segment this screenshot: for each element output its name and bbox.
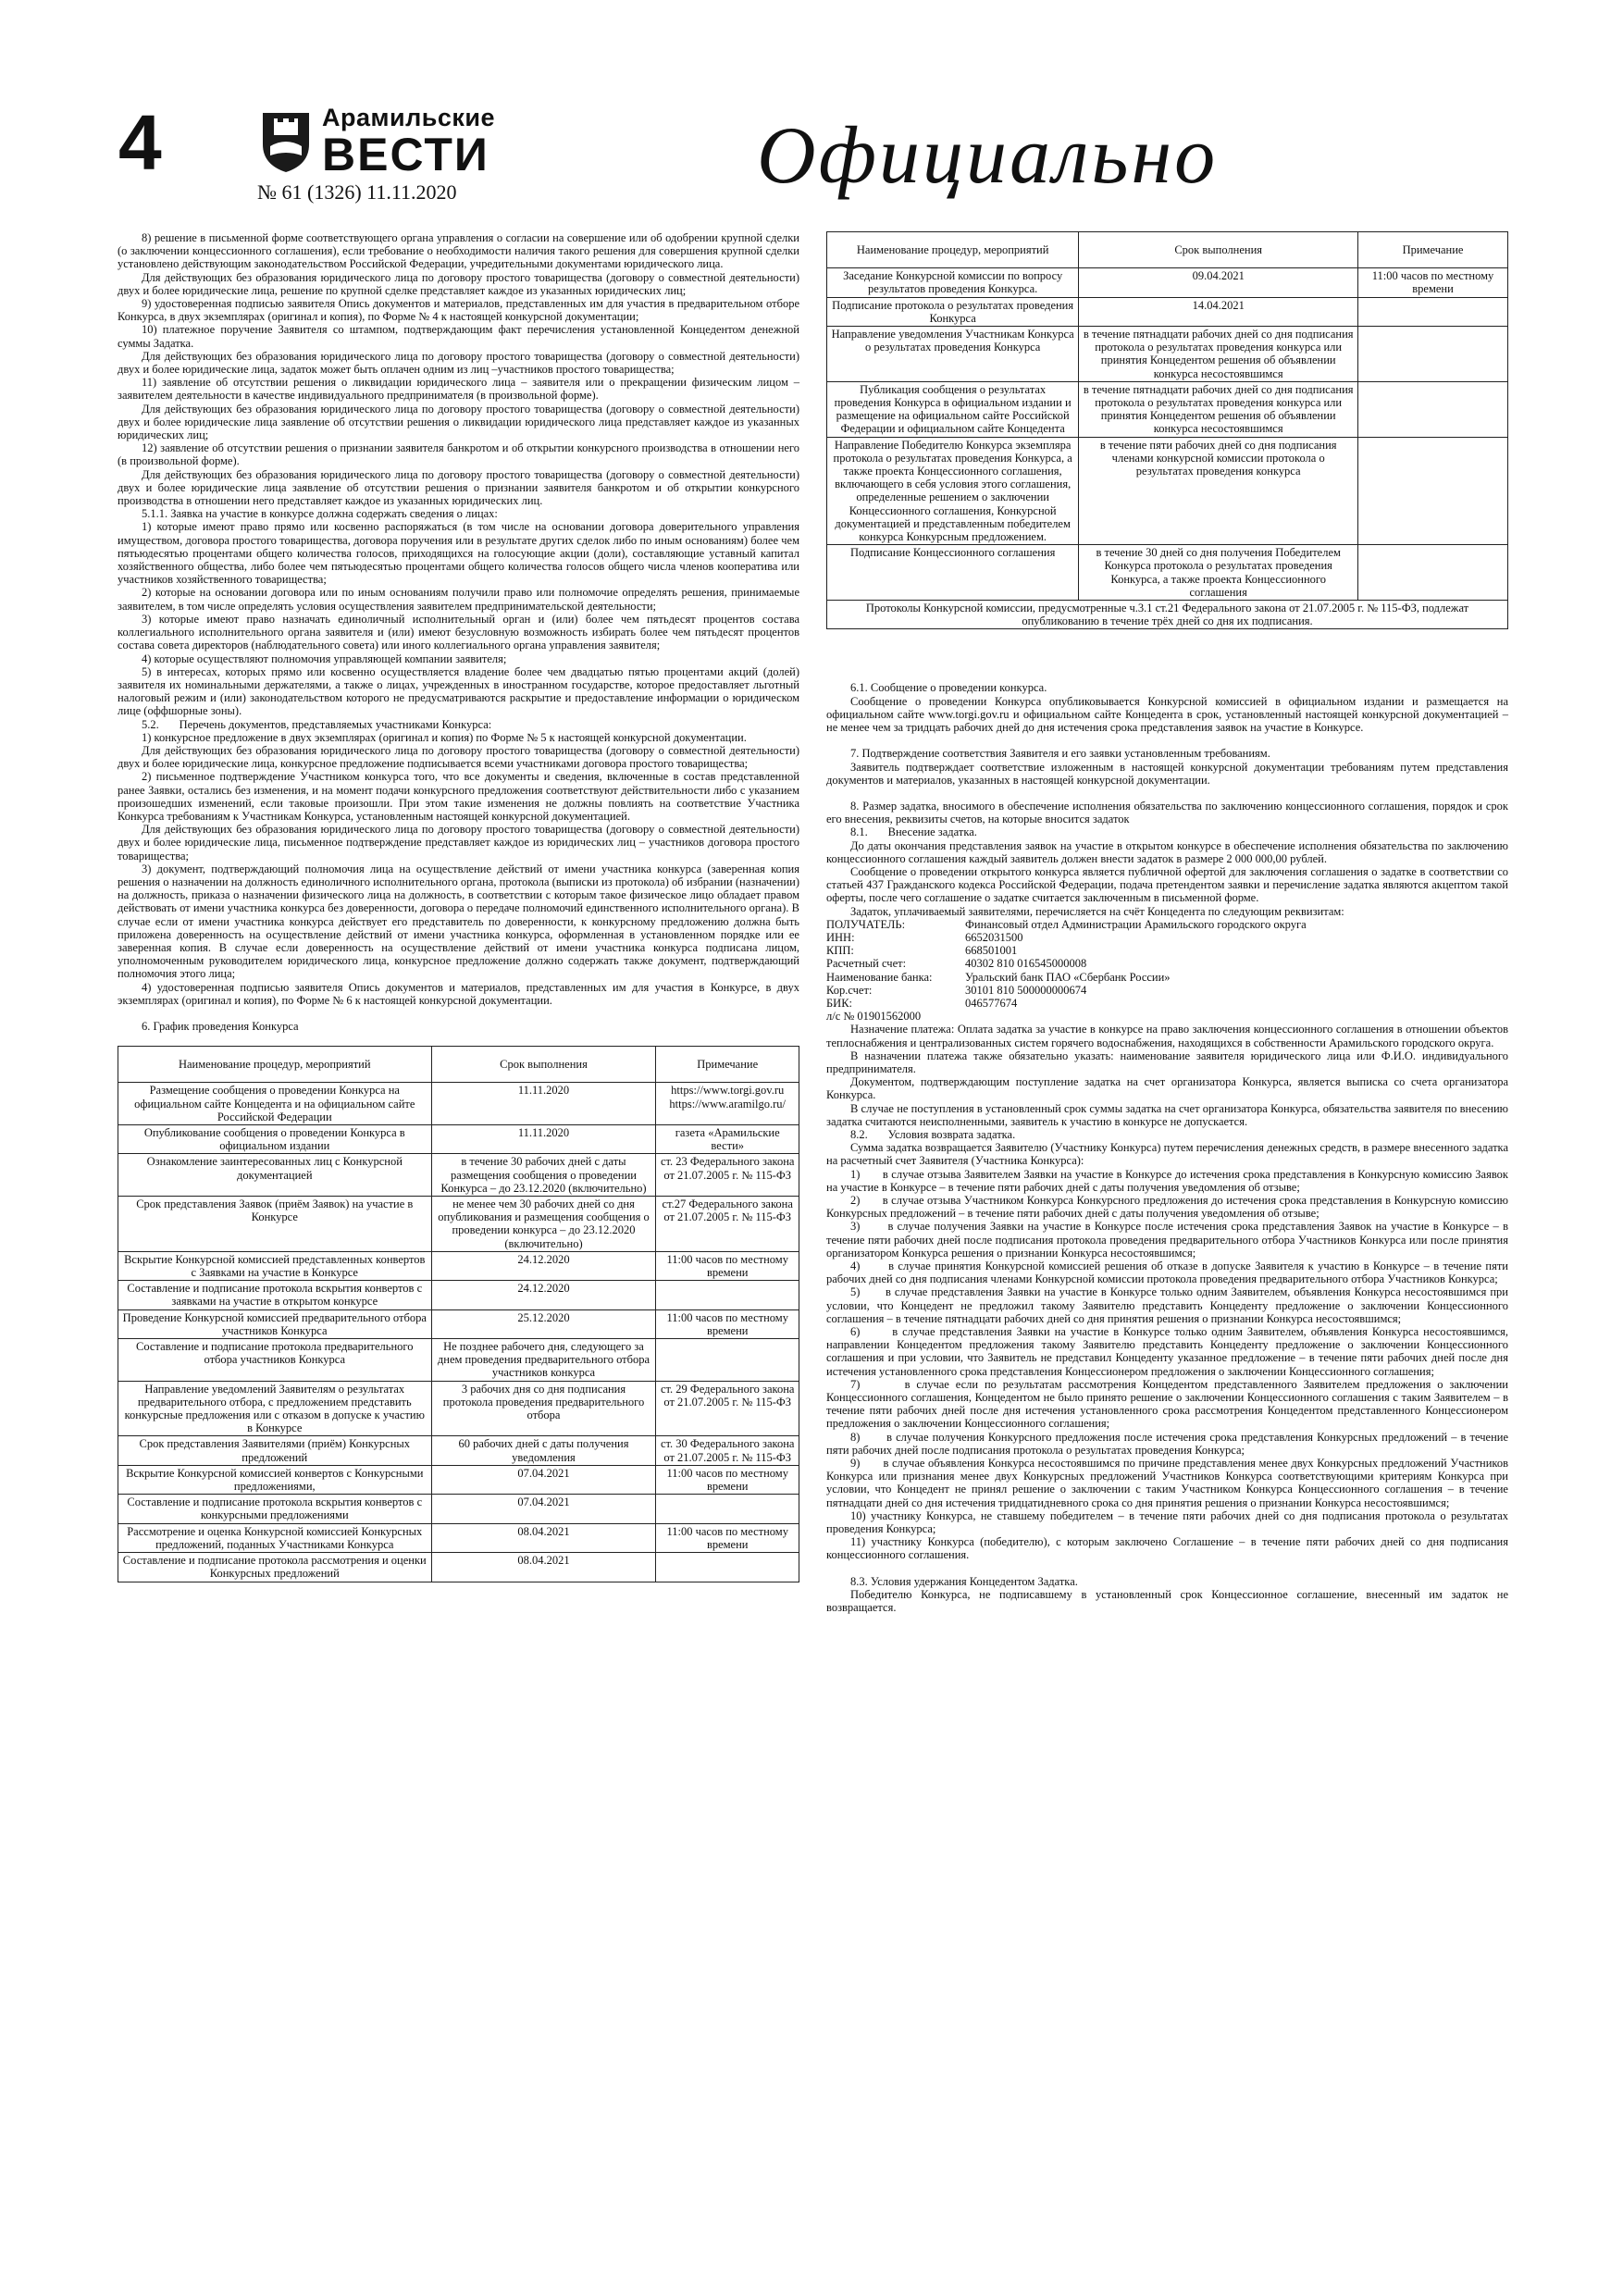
table-row: [118, 1436, 799, 1465]
table-header-row: [827, 232, 1508, 268]
subsection-heading: 8.1. Внесение задатка.: [850, 825, 977, 839]
paragraph: Для действующих без образования юридического лица по договору простого товарищества (договору о совместной деятельности) двух и более юридические лица, письменное подтверждение представляет каждое из юридических лиц – участников договора простого товарищества;: [118, 823, 799, 863]
paragraph: 12) заявление об отсутствии решения о признании заявителя банкротом и об открытии конкурсного производства в отношении него (в произвольной форме).: [118, 441, 799, 468]
table-cell: 11:00 часов по местному времени: [656, 1251, 799, 1280]
paragraph: 5.2. Перечень документов, представляемых участниками Конкурса:: [142, 717, 492, 731]
table-cell: ст. 29 Федерального закона от 21.07.2005 г. № 115-ФЗ: [656, 1381, 799, 1436]
paragraph: 3) в случае получения Заявки на участие в Конкурсе после истечения срока представления Заявок на участие в Конкурсе – в течение пяти рабочих дней после подписания протокола проведения предварительного отбора Участников Конкурса или после принятия организатором Конкурса решения о признании Конкурса несостоявшимся;: [826, 1220, 1508, 1260]
table-row: [118, 1083, 799, 1125]
paragraph: Для действующих без образования юридического лица по договору простого товарищества (договору о совместной деятельности) двух и более юридические лица заявление об отсутствии решения о ликвидации юридического лица представляет каждое из указанных юридических лиц;: [118, 402, 799, 442]
table-cell: Составление и подписание протокола вскрытия конвертов с конкурсными предложениями: [118, 1495, 432, 1523]
requisite-value: 30101 810 500000000674: [965, 983, 1087, 997]
requisite-key: ИНН:: [826, 930, 855, 944]
paragraph: Назначение платежа: Оплата задатка за участие в конкурсе на право заключения концессионного соглашения в отношении объектов теплоснабжения и централизованных систем горячего водоснабжения, находящихся в собственности Арамильского городского округа.: [826, 1023, 1508, 1049]
section-heading: 7. Подтверждение соответствия Заявителя и его заявки установленным требованиям.: [850, 747, 1270, 761]
page-number: 4: [118, 99, 162, 186]
schedule-title: 6. График проведения Конкурса: [142, 1019, 299, 1033]
table-cell: Вскрытие Конкурсной комиссией представленных конвертов с Заявками на участие в Конкурсе: [118, 1251, 432, 1280]
table-cell: 08.04.2021: [431, 1553, 656, 1582]
requisite-value: Уральский банк ПАО «Сбербанк России»: [965, 970, 1171, 984]
requisite-key: ПОЛУЧАТЕЛЬ:: [826, 917, 906, 931]
table-cell: 24.12.2020: [431, 1281, 656, 1309]
table-cell: Ознакомление заинтересованных лиц с Конкурсной документацией: [118, 1154, 432, 1197]
table-row: [118, 1381, 799, 1436]
brand-name-bottom: ВЕСТИ: [322, 129, 489, 180]
paragraph: Для действующих без образования юридического лица по договору простого товарищества (договору о совместной деятельности) двух и более юридические лица, решение по крупной сделке представляет каждое из указанных юридических лиц;: [118, 270, 799, 297]
paragraph: 1) в случае отзыва Заявителем Заявки на участие в Конкурсе до истечения срока представления в Конкурсную комиссию Заявок на участие в Конкурсе – в течение пяти рабочих дней с даты получения уведомления об отзыве;: [826, 1167, 1508, 1194]
requisite-row: [826, 971, 1508, 984]
paragraph: Сообщение о проведении открытого конкурса является публичной офертой для заключения соглашения о задатке в соответствии со статьей 437 Гражданского кодекса Российской Федерации, подача претендентом заявки и перечисление задатка являются акцептом такой оферты, после чего соглашение о задатке считается заключенным в письменной форме.: [826, 864, 1508, 905]
table-header-row: [118, 1047, 799, 1083]
table-row: [118, 1339, 799, 1382]
table-row: [827, 381, 1508, 437]
table-cell: 09.04.2021: [1079, 268, 1358, 297]
table-cell: Размещение сообщения о проведении Конкурса на официальном сайте Концедента и на официальном сайте Российской Федерации: [118, 1083, 432, 1125]
paragraph: 3) которые имеют право назначать единоличный исполнительный орган и (или) более чем пятьдесят процентов состава коллегиального исполнительного органа заявителя и (или) имеют безусловную возможность избирать более чем пятьдесят процентов состава совета директоров (наблюдательного совета) или иного коллегиального органа управления заявителя;: [118, 612, 799, 652]
table-row: [118, 1465, 799, 1494]
paragraph: 1) которые имеют право прямо или косвенно распоряжаться (в том числе на основании договора доверительного управления имуществом, договора простого товарищества, договора поручения или в результате других сделок либо по иным основаниям) более чем пятьюдесятью процентами общего количества голосов, приходящихся на голосующие акции (доли), составляющие уставный капитал хозяйственного общества, либо более чем пятьюдесятью процентами общего количества голосов общего числа членов кооператива или участников хозяйственного товарищества;: [118, 520, 799, 587]
table-cell: ст.27 Федерального закона от 21.07.2005 г. № 115-ФЗ: [656, 1197, 799, 1252]
paragraph: 4) которые осуществляют полномочия управляющей компании заявителя;: [142, 652, 507, 665]
requisite-key: БИК:: [826, 996, 853, 1010]
table-cell: [1358, 381, 1508, 437]
table-cell: газета «Арамильские вести»: [656, 1125, 799, 1154]
paragraph: 5.1.1. Заявка на участие в конкурсе должна содержать сведения о лицах:: [142, 507, 498, 521]
table-cell: [656, 1553, 799, 1582]
table-row: [118, 1281, 799, 1309]
requisite-row: [826, 997, 1508, 1010]
table-row: [118, 1154, 799, 1197]
table-cell: Рассмотрение и оценка Конкурсной комиссией Конкурсных предложений, поданных Участниками Конкурса: [118, 1523, 432, 1552]
column-header: Срок выполнения: [431, 1047, 656, 1083]
table-cell: Опубликование сообщения о проведении Конкурса в официальном издании: [118, 1125, 432, 1154]
paragraph: В назначении платежа также обязательно указать: наименование заявителя юридического лица или Ф.И.О. индивидуального предпринимателя.: [826, 1049, 1508, 1075]
requisite-value: 046577674: [965, 996, 1018, 1010]
table-cell: Не позднее рабочего дня, следующего за днем проведения предварительного отбора участников конкурса: [431, 1339, 656, 1382]
table-cell: Срок представления Заявителями (приём) Конкурсных предложений: [118, 1436, 432, 1465]
table-footer: Протоколы Конкурсной комиссии, предусмотренные ч.3.1 ст.21 Федерального закона от 21.07.2005 г. № 115-ФЗ, подлежат опубликованию в течение трёх дней со дня их подписания.: [827, 601, 1508, 629]
table-cell: Направление Победителю Конкурса экземпляра протокола о результатах проведения Конкурса, а также проекта Концессионного соглашения, включающего в себя условия этого соглашения, определенные решением о заключении Концессионного соглашения, Конкурсной документацией и представленным победителем конкурса Конкурсным предложением.: [827, 437, 1079, 545]
table-cell: 07.04.2021: [431, 1495, 656, 1523]
table-cell: 24.12.2020: [431, 1251, 656, 1280]
table-cell: в течение 30 рабочих дней с даты размещения сообщения о проведении Конкурса – до 23.12.2020 (включительно): [431, 1154, 656, 1197]
paragraph: Сообщение о проведении Конкурса опубликовывается Конкурсной комиссией в официальном издании и размещается на официальном сайте www.torgi.gov.ru и официальном сайте Концедента в срок, установленный настоящей конкурсной документацией – не менее чем за тридцать рабочих дней до дня истечения срока представления заявок на участие в Конкурсе.: [826, 694, 1508, 735]
table-cell: [656, 1281, 799, 1309]
paragraph: Для действующих без образования юридического лица по договору простого товарищества (договору о совместной деятельности) двух и более юридические лица, задаток может быть оплачен одним из лиц –участников простого товарищества;: [118, 349, 799, 377]
paragraph: 4) в случае принятия Конкурсной комиссией решения об отказе в допуске Заявителя к участию в Конкурсе – в течение пяти рабочих дней со дня подписания членами Конкурсной комиссии протокола проведения предварительного отбора Участников Конкурса;: [826, 1260, 1508, 1286]
paragraph: 11) заявление об отсутствии решения о ликвидации юридического лица – заявителя или о прекращении физическим лицом – заявителем деятельности в качестве индивидуального предпринимателя (в произвольной форме).: [118, 376, 799, 403]
paragraph: Задаток, уплачиваемый заявителями, перечисляется на счёт Концедента по следующим реквизитам:: [850, 904, 1344, 918]
table-cell: [1358, 297, 1508, 326]
table-row: [118, 1309, 799, 1338]
requisite-row: [826, 931, 1508, 944]
requisite-value: Финансовый отдел Администрации Арамильского городского округа: [965, 917, 1307, 931]
requisite-key: Наименование банка:: [826, 970, 933, 984]
paragraph: 2) которые на основании договора или по иным основаниям получили право или полномочие определять решения, принимаемые заявителем, в том числе определять условия осуществления заявителем предпринимательской деятельности;: [118, 586, 799, 613]
paragraph: Сумма задатка возвращается Заявителю (Участнику Конкурса) путем перечисления денежных средств, в размере внесенного задатка на расчетный счет Заявителя (Участника Конкурса):: [826, 1141, 1508, 1168]
schedule-table-continued: [826, 231, 1508, 629]
table-cell: Публикация сообщения о результатах проведения Конкурса в официальном издании и размещение на официальном сайте Российской Федерации и официальном сайте Концедента: [827, 381, 1079, 437]
table-row: [118, 1523, 799, 1552]
table-cell: [1358, 327, 1508, 382]
paragraph: 8) в случае получения Конкурсного предложения после истечения срока представления Конкурсных предложений – в течение пяти рабочих дней после подписания протокола о результатах проведения Конкурса;: [826, 1430, 1508, 1457]
paragraph: 5) в случае представления Заявки на участие в Конкурсе только одним Заявителем, объявления Конкурса несостоявшимся при условии, что Концедент не предложил такому Заявителю представить Концеденту предложение о заключении Концессионного соглашения – в течение пятнадцати рабочих дней со дня принятия решения о признании Конкурса несостоявшимся;: [826, 1285, 1508, 1325]
issue-line: № 61 (1326) 11.11.2020: [257, 180, 457, 204]
table-cell: 11.11.2020: [431, 1083, 656, 1125]
table-cell: в течение пятнадцати рабочих дней со дня подписания протокола о результатах проведения конкурса или принятия Концедентом решения об объявлении конкурса несостоявшимся: [1079, 327, 1358, 382]
paragraph: Для действующих без образования юридического лица по договору простого товарищества (договору о совместной деятельности) двух и более юридические лица заявление об отсутствии решения о признании заявителя банкротом и об открытии конкурсного производства в отношении него представляет каждое из указанных юридических лиц.: [118, 467, 799, 508]
table-row: [118, 1197, 799, 1252]
paragraph: 7) в случае если по результатам рассмотрения Концедентом представленного Заявителем предложения о заключении Концессионного соглашения, Концедентом не было принято решение о заключении Концессионного соглашения с таким Заявителем – в течение пяти рабочих дней после дня истечения установленного срока рассмотрения Концедентом представленного Концессионером предложения о заключении Концессионного соглашения;: [826, 1377, 1508, 1431]
account-number: л/с № 01901562000: [826, 1010, 922, 1024]
table-cell: ст. 30 Федерального закона от 21.07.2005 г. № 115-ФЗ: [656, 1436, 799, 1465]
requisite-key: Расчетный счет:: [826, 957, 907, 971]
table-cell: Подписание Концессионного соглашения: [827, 545, 1079, 601]
table-row: [827, 327, 1508, 382]
table-cell: 07.04.2021: [431, 1465, 656, 1494]
table-cell: Подписание протокола о результатах проведения Конкурса: [827, 297, 1079, 326]
requisite-row: [826, 957, 1508, 970]
paragraph: Для действующих без образования юридического лица по договору простого товарищества (договору о совместной деятельности) двух и более юридические лица, конкурсное предложение подписывается всеми участниками договора простого товарищества;: [118, 743, 799, 771]
paragraph: До даты окончания представления заявок на участие в открытом конкурсе в обеспечение исполнения обязательства по заключению концессионного соглашения каждый заявитель должен внести задаток в размере 2 000 000,00 рублей.: [826, 838, 1508, 865]
table-cell: в течение 30 дней со дня получения Победителем Конкурса протокола о результатах проведения Конкурса, а также проекта Концессионного соглашения: [1079, 545, 1358, 601]
table-cell: 08.04.2021: [431, 1523, 656, 1552]
section-heading: 6.1. Сообщение о проведении конкурса.: [850, 681, 1047, 695]
table-cell: 25.12.2020: [431, 1309, 656, 1338]
table-cell: [1358, 545, 1508, 601]
paragraph: 8) решение в письменной форме соответствующего органа управления о согласии на совершение или об одобрении крупной сделки (о заключении концессионного соглашения), если требование о необходимости наличия такого решения для совершения крупной сделки установлено действующим законодательством Российской Федерации, учредительными документами юридического лица.: [118, 231, 799, 271]
table-row: [118, 1125, 799, 1154]
requisite-value: 40302 810 016545000008: [965, 957, 1087, 971]
section-heading: 8. Размер задатка, вносимого в обеспечение исполнения обязательства по заключению концессионного соглашения, порядок и срок его внесения, реквизиты счетов, на которые вносится задаток: [826, 799, 1508, 826]
paragraph: 8.2. Условия возврата задатка.: [850, 1127, 1016, 1141]
table-footer-row: [827, 601, 1508, 629]
table-cell: 11:00 часов по местному времени: [656, 1309, 799, 1338]
requisite-value: 668501001: [965, 944, 1018, 958]
left-column: [118, 231, 799, 1582]
paragraph: 1) конкурсное предложение в двух экземплярах (оригинал и копия) по Форме № 5 к настоящей конкурсной документации.: [142, 730, 747, 744]
table-cell: Составление и подписание протокола предварительного отбора участников Конкурса: [118, 1339, 432, 1382]
section-title: Официально: [757, 111, 1219, 201]
masthead: [257, 102, 507, 213]
schedule-table: [118, 1046, 799, 1582]
coat-of-arms-icon: [257, 109, 315, 174]
table-row: [827, 297, 1508, 326]
paragraph: 9) удостоверенная подписью заявителя Опись документов и материалов, представленных им для участия в предварительном отборе Конкурса, в двух экземплярах (оригинал и копия), по Форме № 4 к настоящей конкурсной документации;: [118, 297, 799, 324]
table-cell: Проведение Конкурсной комиссией предварительного отбора участников Конкурса: [118, 1309, 432, 1338]
paragraph: 10) платежное поручение Заявителя со штампом, подтверждающим факт перечисления установленной Концедентом денежной суммы Задатка.: [118, 323, 799, 350]
table-cell: Направление уведомлений Заявителям о результатах предварительного отбора, с предложением представить конкурсные предложения или с отказом в допуске к участию в Конкурсе: [118, 1381, 432, 1436]
table-cell: Заседание Конкурсной комиссии по вопросу результатов проведения Конкурса.: [827, 268, 1079, 297]
paragraph: 2) в случае отзыва Участником Конкурса Конкурсного предложения до истечения срока представления в Конкурсную комиссию Конкурсных предложений – в течение пяти рабочих дней с даты получения уведомления об отзыве;: [826, 1194, 1508, 1221]
table-row: [118, 1495, 799, 1523]
table-cell: [656, 1495, 799, 1523]
requisite-key: Кор.счет:: [826, 983, 873, 997]
table-cell: Срок представления Заявок (приём Заявок) на участие в Конкурсе: [118, 1197, 432, 1252]
column-header: Срок выполнения: [1079, 232, 1358, 268]
table-cell: 11:00 часов по местному времени: [1358, 268, 1508, 297]
table-row: [827, 437, 1508, 545]
column-header: Примечание: [656, 1047, 799, 1083]
table-cell: Направление уведомления Участникам Конкурса о результатах проведения Конкурса: [827, 327, 1079, 382]
table-row: [118, 1251, 799, 1280]
paragraph: 4) удостоверенная подписью заявителя Опись документов и материалов, представленных им для участия в Конкурсе, в двух экземплярах (оригинал и копия), по Форме № 6 к настоящей конкурсной документации.: [118, 980, 799, 1007]
column-header: Наименование процедур, мероприятий: [118, 1047, 432, 1083]
requisite-row: [826, 918, 1508, 931]
paragraph: В случае не поступления в установленный срок суммы задатка на счет организатора Конкурса, обязательства заявителя по внесению задатка считаются неисполненными, заявитель к участию в конкурсе не допускается.: [826, 1101, 1508, 1128]
table-cell: в течение пятнадцати рабочих дней со дня подписания протокола о результатах проведения конкурса или принятия Концедентом решения об объявлении конкурса несостоявшимся: [1079, 381, 1358, 437]
requisite-value: 6652031500: [965, 930, 1023, 944]
table-cell: 14.04.2021: [1079, 297, 1358, 326]
table-cell: Составление и подписание протокола рассмотрения и оценки Конкурсных предложений: [118, 1553, 432, 1582]
table-row: [827, 545, 1508, 601]
table-cell: в течение пяти рабочих дней со дня подписания членами конкурсной комиссии протокола о результатах проведения конкурса: [1079, 437, 1358, 545]
paragraph: 9) в случае объявления Конкурса несостоявшимся по причине представления менее двух Конкурсных предложений Участников Конкурса или признания менее двух Конкурсных предложений Участников Конкурса соответствующими критериям Конкурса при условии, что Концедент не принял решение о заключении с таким Участником Конкурса Концессионного соглашения – в течение пятнадцати дней со дня истечения тридцатидневного срока со дня принятия решения о признании Конкурса несостоявшимся;: [826, 1457, 1508, 1509]
table-cell: 60 рабочих дней с даты получения уведомления: [431, 1436, 656, 1465]
table-cell: 11.11.2020: [431, 1125, 656, 1154]
table-cell: [656, 1339, 799, 1382]
requisite-key: КПП:: [826, 944, 854, 958]
paragraph: Заявитель подтверждает соответствие изложенным в настоящей конкурсной документации требованиям путем представления документов и материалов, указанных в настоящей конкурсной документации.: [826, 760, 1508, 787]
table-cell: 11:00 часов по местному времени: [656, 1465, 799, 1494]
paragraph: 10) участнику Конкурса, не ставшему победителем – в течение пяти рабочих дней со дня подписания протокола о результатах проведения Конкурса;: [826, 1508, 1508, 1536]
paragraph: 2) письменное подтверждение Участником конкурса того, что все документы и сведения, включенные в состав представленной ранее Заявки, остались без изменения, и на момент подачи конкурсного предложения соответствуют действительности либо с указанием произошедших изменений, если таковые произошли. При этом такие изменения не должны повлиять на соответствие Участника Конкурса требованиям к Участникам Конкурса, установленным настоящей конкурсной документацией.: [118, 770, 799, 823]
paragraph: 11) участнику Конкурса (победителю), с которым заключено Соглашение – в течение пяти рабочих дней со дня подписания концессионного соглашения.: [826, 1535, 1508, 1562]
paragraph: Документом, подтверждающим поступление задатка на счет организатора Конкурса, является выписка со счета организатора Конкурса.: [826, 1075, 1508, 1102]
requisite-row: [826, 944, 1508, 957]
table-cell: ст. 23 Федерального закона от 21.07.2005 г. № 115-ФЗ: [656, 1154, 799, 1197]
table-row: [827, 268, 1508, 297]
requisite-row: [826, 984, 1508, 997]
column-header: Наименование процедур, мероприятий: [827, 232, 1079, 268]
column-header: Примечание: [1358, 232, 1508, 268]
section-heading: 8.3. Условия удержания Концедентом Задатка.: [850, 1574, 1078, 1588]
table-cell: Составление и подписание протокола вскрытия конвертов с заявками на участие в открытом конкурсе: [118, 1281, 432, 1309]
table-cell: Вскрытие Конкурсной комиссией конвертов с Конкурсными предложениями,: [118, 1465, 432, 1494]
right-column: [826, 231, 1508, 1614]
paragraph: Победителю Конкурса, не подписавшему в установленный срок Концессионное соглашение, внесенный им задаток не возвращается.: [826, 1587, 1508, 1615]
paragraph: 3) документ, подтверждающий полномочия лица на осуществление действий от имени участника конкурса (заверенная копия решения о назначении на должность единоличного исполнительного органа, протокола (выписки из протокола) об избрании (назначении) на должность, приказа о назначении физического лица на должность, в соответствии с которым такое физическое лицо обладает правом действовать от имени участника конкурса без доверенности, договора о передаче полномочий единственного исполнительного органа). В случае если от имени участника конкурса действует его представитель по доверенности, к конкурсному предложению должна быть приложена доверенность на осуществление действий от имени участника конкурса, оформленная в установленном порядке или ее заверенная копия. В случае если доверенность на осуществление действий от имени участника конкурса подписана лицом, уполномоченным руководителем юридического лица, конкурсное предложение должно содержать также документ, подтверждающий полномочия этого лица;: [118, 862, 799, 981]
paragraph: 6) в случае представления Заявки на участие в Конкурсе только одним Заявителем, объявления Конкурса несостоявшимся, направлении Концедентом предложения такому Заявителю представить Концеденту предложение о заключении Концессионного соглашения и при условии, что Заявитель не представил Концеденту указанное предложение – в течение пяти рабочих дней после дня истечения установленного срока представления Концессионером предложения о заключении Концессионного соглашения;: [826, 1325, 1508, 1378]
table-cell: [1358, 437, 1508, 545]
paragraph: 5) в интересах, которых прямо или косвенно осуществляется владение более чем двадцатью пятью процентами акций (долей) заявителя их номинальными держателями, а также о лицах, учрежденных в иностранном государстве, которое предоставляет льготный налоговый режим и (или) законодательством которого не предусматриваются раскрытие и предоставление информации о юридическом лице (оффшорные зоны).: [118, 664, 799, 718]
table-cell: 3 рабочих дня со дня подписания протокола проведения предварительного отбора: [431, 1381, 656, 1436]
brand-name-top: Арамильские: [322, 104, 495, 131]
table-cell: не менее чем 30 рабочих дней со дня опубликования и размещения сообщения о проведении конкурса – до 23.12.2020 (включительно): [431, 1197, 656, 1252]
table-row: [118, 1553, 799, 1582]
table-cell: 11:00 часов по местному времени: [656, 1523, 799, 1552]
table-cell: https://www.torgi.gov.ru https://www.aramilgo.ru/: [656, 1083, 799, 1125]
